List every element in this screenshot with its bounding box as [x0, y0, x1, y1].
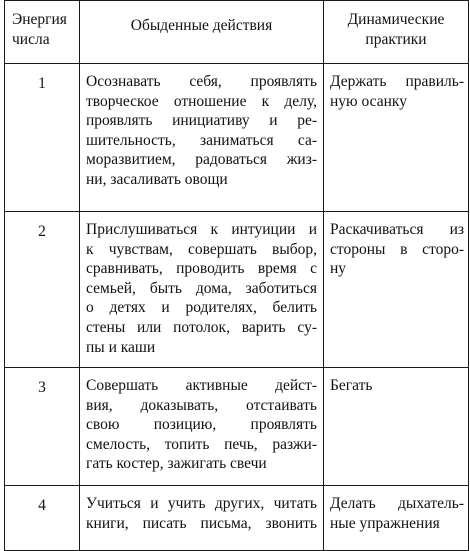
table-row — [5, 64, 469, 212]
practice-cell — [324, 368, 469, 486]
actions-line: шительность, заниматься са- — [86, 131, 317, 149]
practice-line: Делать дыхатель- — [330, 495, 464, 512]
actions-line: пы и каши — [86, 338, 156, 356]
header-dynamic-line: Динамические — [347, 11, 445, 28]
header-actions-text: Обыденные действия — [130, 17, 273, 34]
actions-line: вия, доказывать, отстаивать — [86, 396, 317, 414]
table-row — [5, 368, 469, 486]
practice-cell — [324, 64, 469, 212]
actions-line: Совершать активные дейст- — [86, 377, 317, 394]
actions-cell — [80, 368, 324, 486]
practice-line: стороны в сторо- — [330, 240, 464, 258]
actions-line: моразвитием, радоваться жиз- — [86, 151, 317, 169]
energy-number-cell: 1 — [5, 64, 80, 212]
actions-cell — [80, 212, 324, 368]
practice-line: Бегать — [330, 377, 373, 394]
table-header-row — [5, 1, 469, 64]
actions-line: семьей, быть дома, заботиться — [86, 279, 317, 297]
actions-cell — [80, 64, 324, 212]
table-row — [5, 486, 469, 551]
practice-line: Раскачиваться из — [330, 221, 464, 238]
header-everyday-actions — [80, 1, 324, 64]
actions-line: стены или потолок, варить су- — [86, 318, 317, 336]
actions-line: о детях и родителях, белить — [86, 299, 317, 317]
actions-cell — [80, 486, 324, 551]
actions-line: Осознавать себя, проявлять — [86, 73, 317, 90]
practice-line: Держать правиль- — [330, 73, 464, 90]
energy-number-cell: 2 — [5, 212, 80, 368]
document-page — [4, 0, 468, 532]
header-energy-number — [5, 1, 80, 64]
actions-line: Учиться и учить других, читать — [86, 495, 317, 512]
header-practices-line: практики — [365, 31, 427, 48]
actions-line: ни, засаливать овощи — [86, 170, 228, 188]
practice-line: ную осанку — [330, 92, 407, 110]
actions-line: свою позицию, проявлять — [86, 416, 317, 434]
actions-line: книги, писать письма, звонить — [86, 514, 317, 532]
actions-line: творческое отношение к делу, — [86, 92, 317, 110]
header-number-line: числа — [12, 31, 50, 48]
energy-number-cell: 4 — [5, 486, 80, 551]
energy-actions-table — [4, 0, 469, 551]
actions-line: гать костер, зажигать свечи — [86, 455, 267, 473]
practice-cell — [324, 212, 469, 368]
actions-line: смелость, топить печь, разжи- — [86, 435, 317, 453]
table-row — [5, 212, 469, 368]
energy-number-cell: 3 — [5, 368, 80, 486]
practice-line: ные упражнения — [330, 514, 440, 532]
header-dynamic-practices — [324, 1, 469, 64]
actions-line: проявлять инициативу и ре- — [86, 112, 317, 130]
practice-cell — [324, 486, 469, 551]
actions-line: к чувствам, совершать выбор, — [86, 240, 317, 258]
practice-line: ну — [330, 260, 347, 278]
actions-line: сравнивать, проводить время с — [86, 260, 317, 278]
actions-line: Прислушиваться к интуиции и — [86, 221, 317, 238]
header-energy-line: Энергия — [12, 11, 67, 28]
